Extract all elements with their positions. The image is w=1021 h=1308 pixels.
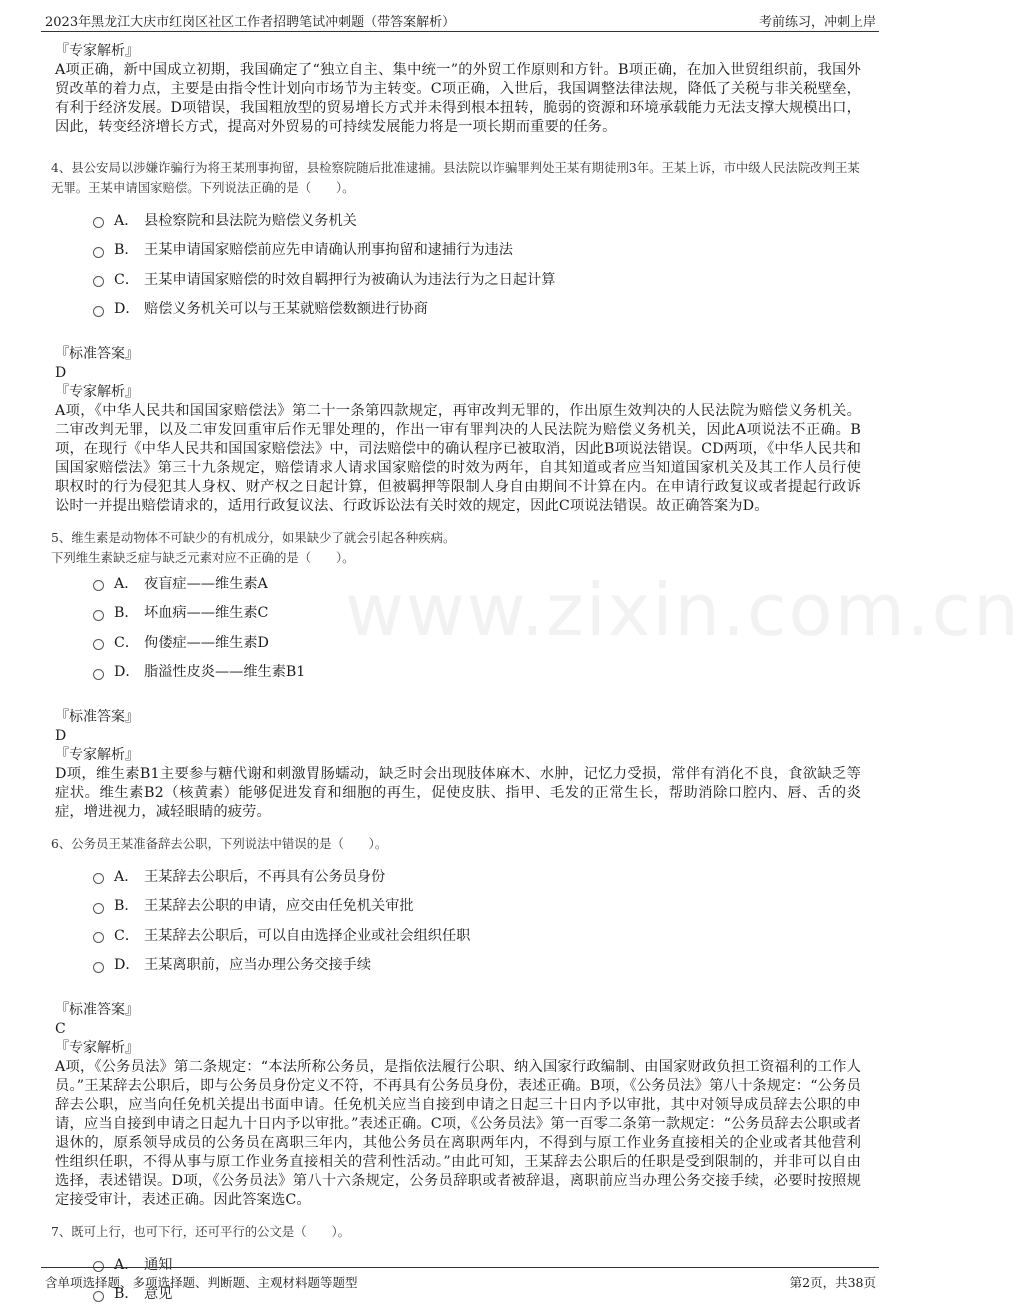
expert-analysis-text: A项正确，新中国成立初期，我国确定了“独立自主、集中统一”的外贸工作原则和方针。B项正确，在加入世贸组织前，我国外贸改革的着力点，主要是由指令性计划向市场节为主转变。C项正确，入世后，我国调整法律法规，降低了关税与非关税壁垒，有利于经济发展。D项错误，我国粗放型的贸易增长方式并未得到根本扭转，脆弱的资源和环境承载能力无法支撑大规模出口，因此，转变经济增长方式，提高对外贸易的可持续发展能力将是一项长期而重要的任务。 <box>55 61 861 137</box>
radio-icon[interactable] <box>93 217 104 228</box>
option-c[interactable] <box>93 264 861 294</box>
option-d[interactable] <box>93 657 861 687</box>
expert-analysis-text: D项，维生素B1主要参与糖代谢和刺激胃肠蠕动，缺乏时会出现肢体麻木、水肿，记忆力受损，常伴有消化不良，食欲缺乏等症状。维生素B2（核黄素）能够促进发育和细胞的再生，促使皮肤、指甲、毛发的正常生长，帮助消除口腔内、唇、舌的炎症，增进视力，减轻眼睛的疲劳。 <box>55 765 861 822</box>
page-number: 第2页，共38页 <box>790 1273 876 1291</box>
expert-analysis-label: 『专家解析』 <box>55 1039 861 1058</box>
question-stem: 5、维生素是动物体不可缺少的有机成分，如果缺少了就会引起各种疾病。 <box>51 528 861 548</box>
question-stem: 7、既可上行，也可下行，还可平行的公文是（ ）。 <box>51 1222 861 1242</box>
option-a[interactable] <box>93 205 861 235</box>
option-d[interactable] <box>93 950 861 980</box>
standard-answer-label: 『标准答案』 <box>55 1001 861 1020</box>
option-letter: A． <box>114 1254 144 1274</box>
radio-icon[interactable] <box>93 669 104 680</box>
option-letter: A． <box>114 210 144 230</box>
question-5 <box>55 528 861 822</box>
option-text: 脂溢性皮炎——维生素B1 <box>144 661 305 681</box>
option-a[interactable] <box>93 568 861 598</box>
radio-icon[interactable] <box>93 639 104 650</box>
option-letter: B． <box>114 602 144 622</box>
option-c[interactable] <box>93 920 861 950</box>
standard-answer: D <box>55 364 861 383</box>
header-tagline: 考前练习，冲刺上岸 <box>759 11 876 30</box>
expert-analysis-label: 『专家解析』 <box>55 42 861 61</box>
option-letter: A． <box>114 866 144 886</box>
question-6 <box>55 834 861 1210</box>
standard-answer-label: 『标准答案』 <box>55 345 861 364</box>
option-text: 王某辞去公职后，不再具有公务员身份 <box>144 866 385 886</box>
expert-analysis-text: A项，《公务员法》第二条规定：“本法所称公务员，是指依法履行公职、纳入国家行政编制、由国家财政负担工资福利的工作人员。”王某辞去公职后，即与公务员身份定义不符，不再具有公务员身份，表述正确。B项，《公务员法》第八十条规定：“公务员辞去公职，应当向任免机关提出书面申请。任免机关应当自接到申请之日起三十日内予以审批，其中对领导成员辞去公职的申请，应当自接到申请之日起九十日内予以审批。”表述正确。C项，《公务员法》第一百零二条第一款规定：“公务员辞去公职或者退休的，原系领导成员的公务员在离职三年内，其他公务员在离职两年内，不得到与原工作业务直接相关的企业或者其他营利性组织任职，不得从事与原工作业务直接相关的营利性活动。”由此可知，王某辞去公职后的任职是受到限制的，并非可以自由选择，表述错误。D项，《公务员法》第八十六条规定，公务员辞职或者被辞退，离职前应当办理公务交接手续，必要时按照规定接受审计，表述正确。因此答案选C。 <box>55 1058 861 1210</box>
option-text: 通知 <box>144 1254 172 1274</box>
question-4 <box>55 158 861 516</box>
option-letter: A． <box>114 573 144 593</box>
option-text: 王某申请国家赔偿前应先申请确认刑事拘留和逮捕行为违法 <box>144 239 513 259</box>
page-content <box>55 42 861 1308</box>
standard-answer: D <box>55 727 861 746</box>
option-text: 王某申请国家赔偿的时效自羁押行为被确认为违法行为之日起计算 <box>144 269 555 289</box>
option-letter: C． <box>114 925 144 945</box>
option-b[interactable] <box>93 235 861 265</box>
watermark: www.zixin.com.cn <box>345 568 1021 652</box>
standard-answer-label: 『标准答案』 <box>55 708 861 727</box>
radio-icon[interactable] <box>93 276 104 287</box>
radio-icon[interactable] <box>93 932 104 943</box>
option-letter: C． <box>114 632 144 652</box>
footer-divider <box>41 1267 879 1268</box>
option-text: 王某辞去公职的申请，应交由任免机关审批 <box>144 895 414 915</box>
option-letter: D． <box>114 661 144 681</box>
option-text: 夜盲症——维生素A <box>144 573 268 593</box>
radio-icon[interactable] <box>93 306 104 317</box>
option-text: 赔偿义务机关可以与王某就赔偿数额进行协商 <box>144 298 428 318</box>
radio-icon[interactable] <box>93 610 104 621</box>
option-letter: B． <box>114 1283 144 1303</box>
option-letter: D． <box>114 298 144 318</box>
option-text: 王某离职前，应当办理公务交接手续 <box>144 954 371 974</box>
expert-analysis-label: 『专家解析』 <box>55 746 861 765</box>
option-list <box>93 205 861 323</box>
option-text: 佝偻症——维生素D <box>144 632 269 652</box>
option-letter: B． <box>114 239 144 259</box>
option-c[interactable] <box>93 627 861 657</box>
header-divider <box>41 31 879 32</box>
option-list <box>93 568 861 686</box>
radio-icon[interactable] <box>93 580 104 591</box>
option-text: 坏血病——维生素C <box>144 602 268 622</box>
option-letter: D． <box>114 954 144 974</box>
option-b[interactable] <box>93 598 861 628</box>
option-d[interactable] <box>93 294 861 324</box>
radio-icon[interactable] <box>93 903 104 914</box>
option-text: 王某辞去公职后，可以自由选择企业或社会组织任职 <box>144 925 470 945</box>
question-stem: 6、公务员王某准备辞去公职，下列说法中错误的是（ ）。 <box>51 834 861 854</box>
option-a[interactable] <box>93 861 861 891</box>
question-stem: 4、县公安局以涉嫌诈骗行为将王某刑事拘留，县检察院随后批准逮捕。县法院以诈骗罪判处王某有期徒刑3年。王某上诉，市中级人民法院改判王某无罪。王某申请国家赔偿。下列说法正确的是（ ）。 <box>51 158 861 198</box>
question-7 <box>55 1222 861 1308</box>
standard-answer: C <box>55 1020 861 1039</box>
document-title: 2023年黑龙江大庆市红岗区社区工作者招聘笔试冲刺题（带答案解析） <box>45 11 455 30</box>
footer-note: 含单项选择题、多项选择题、判断题、主观材料题等题型 <box>45 1273 358 1291</box>
option-text: 县检察院和县法院为赔偿义务机关 <box>144 210 357 230</box>
expert-analysis-text: A项，《中华人民共和国国家赔偿法》第二十一条第四款规定，再审改判无罪的，作出原生效判决的人民法院为赔偿义务机关。二审改判无罪，以及二审发回重审后作无罪处理的，作出一审有罪判决的人民法院为赔偿义务机关，因此A项说法不正确。B项，在现行《中华人民共和国国家赔偿法》中，司法赔偿中的确认程序已被取消，因此B项说法错误。CD两项，《中华人民共和国国家赔偿法》第三十九条规定，赔偿请求人请求国家赔偿的时效为两年，自其知道或者应当知道国家机关及其工作人员行使职权时的行为侵犯其人身权、财产权之日起计算，但被羁押等限制人身自由期间不计算在内。在申请行政复议或者提起行政诉讼时一并提出赔偿请求的，适用行政复议法、行政诉讼法有关时效的规定，因此C项说法错误。故正确答案为D。 <box>55 402 861 516</box>
option-b[interactable] <box>93 891 861 921</box>
radio-icon[interactable] <box>93 1291 104 1302</box>
question-stem-line-2: 下列维生素缺乏症与缺乏元素对应不正确的是（ ）。 <box>51 548 861 568</box>
expert-analysis-label: 『专家解析』 <box>55 383 861 402</box>
radio-icon[interactable] <box>93 873 104 884</box>
option-list <box>93 861 861 979</box>
option-text: 意见 <box>144 1283 172 1303</box>
page-header <box>0 0 920 33</box>
option-letter: B． <box>114 895 144 915</box>
option-letter: C． <box>114 269 144 289</box>
radio-icon[interactable] <box>93 962 104 973</box>
radio-icon[interactable] <box>93 247 104 258</box>
